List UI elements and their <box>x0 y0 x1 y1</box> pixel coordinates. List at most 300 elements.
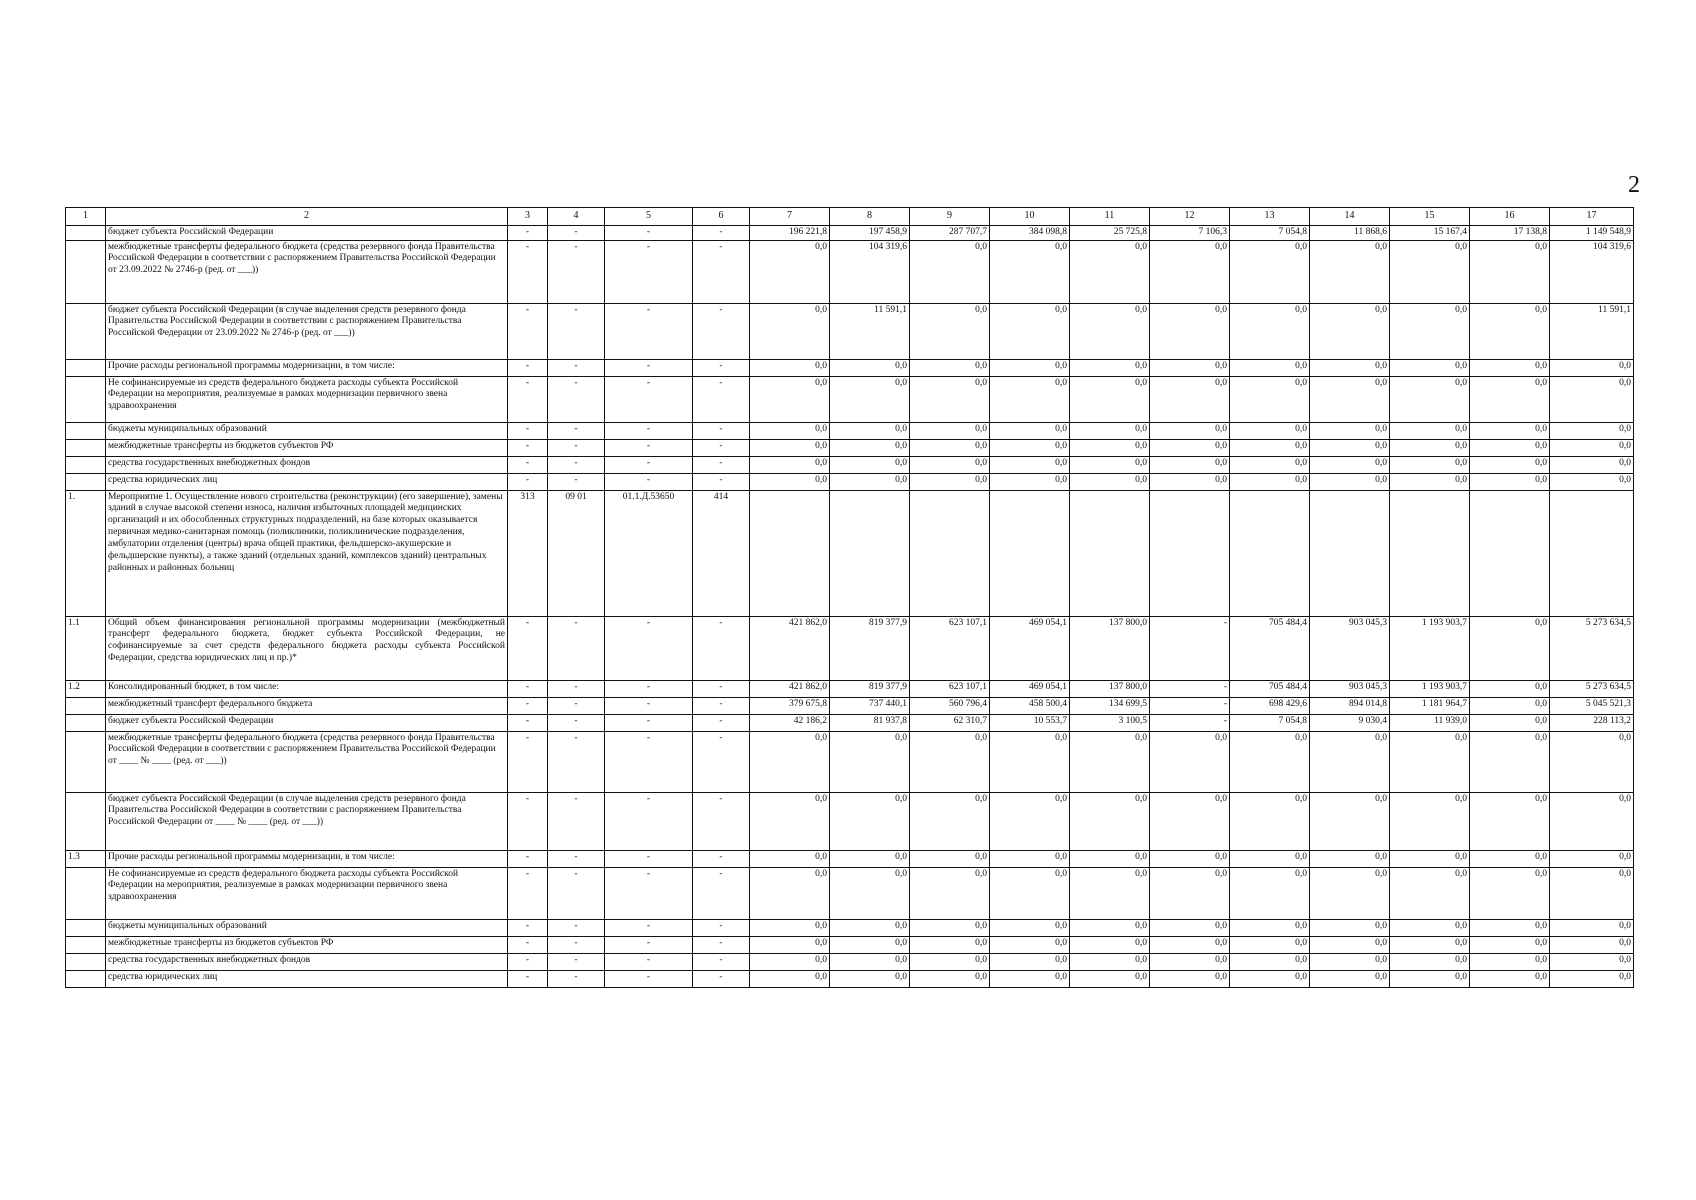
value-cell: 5 273 634,5 <box>1550 616 1634 680</box>
value-cell: 0,0 <box>1550 919 1634 936</box>
value-cell: 0,0 <box>990 240 1070 303</box>
value-cell: 903 045,3 <box>1310 616 1390 680</box>
value-cell: 0,0 <box>1310 731 1390 792</box>
value-cell <box>830 490 910 616</box>
table-row <box>66 359 1634 376</box>
value-cell: 0,0 <box>1310 376 1390 422</box>
code-cell: - <box>508 867 548 919</box>
value-cell: 0,0 <box>750 953 830 970</box>
value-cell: 560 796,4 <box>910 697 990 714</box>
value-cell: 1 193 903,7 <box>1390 616 1470 680</box>
code-cell: - <box>548 359 605 376</box>
value-cell: 3 100,5 <box>1070 714 1150 731</box>
value-cell <box>990 490 1070 616</box>
value-cell: 0,0 <box>750 792 830 850</box>
value-cell: 0,0 <box>830 936 910 953</box>
code-cell: - <box>693 850 750 867</box>
header-cell: 6 <box>693 208 750 226</box>
value-cell: 0,0 <box>1390 456 1470 473</box>
value-cell: 0,0 <box>1550 867 1634 919</box>
value-cell: 0,0 <box>990 919 1070 936</box>
code-cell: - <box>548 714 605 731</box>
code-cell: 313 <box>508 490 548 616</box>
value-cell: 0,0 <box>990 867 1070 919</box>
value-cell: 0,0 <box>750 731 830 792</box>
header-cell: 4 <box>548 208 605 226</box>
code-cell: - <box>548 697 605 714</box>
value-cell: 0,0 <box>1390 731 1470 792</box>
value-cell: 0,0 <box>1550 473 1634 490</box>
code-cell: 09 01 <box>548 490 605 616</box>
value-cell: 62 310,7 <box>910 714 990 731</box>
row-number <box>66 473 106 490</box>
code-cell: - <box>605 422 693 439</box>
row-description: межбюджетные трансферты федерального бюджета (средства резервного фонда Правительства Российской Федерации в соответствии с распоряжением Правительства Российской Федерации от ____ № ____ (ред. от ___)) <box>106 731 508 792</box>
value-cell: 0,0 <box>1390 970 1470 987</box>
value-cell: 0,0 <box>1310 439 1390 456</box>
value-cell <box>1390 490 1470 616</box>
value-cell: 81 937,8 <box>830 714 910 731</box>
code-cell: - <box>548 850 605 867</box>
header-cell: 3 <box>508 208 548 226</box>
value-cell: 903 045,3 <box>1310 680 1390 697</box>
value-cell: 0,0 <box>1310 970 1390 987</box>
code-cell: - <box>693 731 750 792</box>
code-cell: - <box>508 225 548 240</box>
value-cell: 1 149 548,9 <box>1550 225 1634 240</box>
value-cell: 0,0 <box>1150 456 1230 473</box>
code-cell: - <box>508 680 548 697</box>
value-cell: 0,0 <box>1470 867 1550 919</box>
value-cell: 0,0 <box>1230 953 1310 970</box>
table-row <box>66 867 1634 919</box>
header-cell: 16 <box>1470 208 1550 226</box>
code-cell: - <box>605 919 693 936</box>
row-number: 1.3 <box>66 850 106 867</box>
table-row <box>66 456 1634 473</box>
table-body <box>66 208 1634 988</box>
value-cell: 0,0 <box>1310 919 1390 936</box>
row-description: Не софинансируемые из средств федерального бюджета расходы субъекта Российской Федерации на мероприятия, реализуемые в рамках модернизации первичного звена здравоохранения <box>106 376 508 422</box>
value-cell: 0,0 <box>830 970 910 987</box>
value-cell: - <box>1150 616 1230 680</box>
value-cell: 0,0 <box>750 850 830 867</box>
value-cell: 705 484,4 <box>1230 680 1310 697</box>
code-cell: - <box>508 953 548 970</box>
value-cell: 0,0 <box>830 919 910 936</box>
value-cell: 0,0 <box>1230 850 1310 867</box>
value-cell: 0,0 <box>990 731 1070 792</box>
value-cell: 0,0 <box>1390 376 1470 422</box>
row-number <box>66 953 106 970</box>
value-cell: 0,0 <box>1310 456 1390 473</box>
table-row <box>66 919 1634 936</box>
value-cell: 0,0 <box>1550 731 1634 792</box>
value-cell: 0,0 <box>1230 919 1310 936</box>
code-cell: - <box>548 473 605 490</box>
value-cell: 0,0 <box>1550 359 1634 376</box>
code-cell: - <box>548 225 605 240</box>
value-cell: 0,0 <box>1230 867 1310 919</box>
value-cell: 0,0 <box>1470 714 1550 731</box>
row-number <box>66 919 106 936</box>
table-row <box>66 240 1634 303</box>
code-cell: - <box>693 376 750 422</box>
code-cell: - <box>548 919 605 936</box>
value-cell: 0,0 <box>1070 422 1150 439</box>
budget-table <box>65 207 1634 988</box>
value-cell <box>910 490 990 616</box>
code-cell: - <box>508 850 548 867</box>
value-cell: 0,0 <box>1390 919 1470 936</box>
value-cell: 0,0 <box>1150 303 1230 359</box>
value-cell: - <box>1150 714 1230 731</box>
value-cell: 0,0 <box>1150 792 1230 850</box>
value-cell: 0,0 <box>1150 867 1230 919</box>
header-cell: 14 <box>1310 208 1390 226</box>
row-description: средства юридических лиц <box>106 970 508 987</box>
value-cell: 228 113,2 <box>1550 714 1634 731</box>
row-description: бюджет субъекта Российской Федерации <box>106 225 508 240</box>
value-cell: 10 553,7 <box>990 714 1070 731</box>
value-cell: 0,0 <box>990 422 1070 439</box>
code-cell: - <box>508 731 548 792</box>
value-cell: 0,0 <box>1390 240 1470 303</box>
value-cell: 0,0 <box>750 473 830 490</box>
value-cell: 0,0 <box>1390 422 1470 439</box>
value-cell: 0,0 <box>1150 953 1230 970</box>
value-cell: 0,0 <box>1150 850 1230 867</box>
value-cell: 0,0 <box>1470 731 1550 792</box>
value-cell: 42 186,2 <box>750 714 830 731</box>
header-cell: 8 <box>830 208 910 226</box>
value-cell: 0,0 <box>1150 473 1230 490</box>
value-cell: 0,0 <box>1310 303 1390 359</box>
value-cell: 0,0 <box>910 792 990 850</box>
row-number <box>66 731 106 792</box>
value-cell: 0,0 <box>1550 422 1634 439</box>
code-cell: - <box>605 303 693 359</box>
code-cell: - <box>605 616 693 680</box>
value-cell: 7 106,3 <box>1150 225 1230 240</box>
value-cell: 0,0 <box>1310 422 1390 439</box>
value-cell: 9 030,4 <box>1310 714 1390 731</box>
value-cell <box>1230 490 1310 616</box>
code-cell: - <box>693 456 750 473</box>
code-cell: - <box>508 697 548 714</box>
value-cell: 469 054,1 <box>990 680 1070 697</box>
value-cell: 15 167,4 <box>1390 225 1470 240</box>
header-cell: 1 <box>66 208 106 226</box>
row-number <box>66 792 106 850</box>
value-cell: 104 319,6 <box>1550 240 1634 303</box>
code-cell: - <box>508 919 548 936</box>
row-description: Не софинансируемые из средств федерального бюджета расходы субъекта Российской Федерации на мероприятия, реализуемые в рамках модернизации первичного звена здравоохранения <box>106 867 508 919</box>
row-number <box>66 422 106 439</box>
code-cell: - <box>605 850 693 867</box>
code-cell: - <box>508 422 548 439</box>
value-cell: 0,0 <box>830 359 910 376</box>
header-cell: 11 <box>1070 208 1150 226</box>
value-cell <box>1150 490 1230 616</box>
value-cell: 0,0 <box>990 439 1070 456</box>
value-cell: 0,0 <box>990 456 1070 473</box>
value-cell: 0,0 <box>990 953 1070 970</box>
value-cell: 0,0 <box>830 439 910 456</box>
value-cell: 0,0 <box>1470 697 1550 714</box>
value-cell: 737 440,1 <box>830 697 910 714</box>
header-cell: 2 <box>106 208 508 226</box>
value-cell: 0,0 <box>1470 919 1550 936</box>
value-cell: 197 458,9 <box>830 225 910 240</box>
code-cell: - <box>605 970 693 987</box>
value-cell: 0,0 <box>1470 359 1550 376</box>
value-cell: 0,0 <box>1390 936 1470 953</box>
value-cell: 0,0 <box>1150 731 1230 792</box>
value-cell: 0,0 <box>1230 473 1310 490</box>
value-cell: 0,0 <box>1470 439 1550 456</box>
row-number <box>66 456 106 473</box>
value-cell: 0,0 <box>910 376 990 422</box>
value-cell: 0,0 <box>1150 936 1230 953</box>
table-row <box>66 490 1634 616</box>
value-cell: 0,0 <box>1070 850 1150 867</box>
row-description: средства государственных внебюджетных фондов <box>106 456 508 473</box>
value-cell: 0,0 <box>910 456 990 473</box>
value-cell: 0,0 <box>1310 867 1390 919</box>
code-cell: - <box>508 970 548 987</box>
value-cell <box>750 490 830 616</box>
value-cell: 137 800,0 <box>1070 680 1150 697</box>
table-row <box>66 953 1634 970</box>
value-cell: 11 939,0 <box>1390 714 1470 731</box>
row-number <box>66 303 106 359</box>
value-cell: 0,0 <box>750 303 830 359</box>
code-cell: - <box>548 456 605 473</box>
value-cell: 0,0 <box>1070 240 1150 303</box>
value-cell: 25 725,8 <box>1070 225 1150 240</box>
value-cell: 0,0 <box>990 359 1070 376</box>
value-cell: 0,0 <box>830 731 910 792</box>
value-cell: 0,0 <box>1230 456 1310 473</box>
row-number <box>66 867 106 919</box>
value-cell: 0,0 <box>1150 359 1230 376</box>
value-cell: 0,0 <box>1070 792 1150 850</box>
value-cell: 0,0 <box>1070 456 1150 473</box>
code-cell: - <box>605 731 693 792</box>
value-cell: 0,0 <box>1150 970 1230 987</box>
value-cell: 0,0 <box>1470 422 1550 439</box>
value-cell: 0,0 <box>990 376 1070 422</box>
code-cell: - <box>605 359 693 376</box>
row-number: 1. <box>66 490 106 616</box>
header-cell: 17 <box>1550 208 1634 226</box>
code-cell: - <box>548 731 605 792</box>
value-cell: 0,0 <box>750 867 830 919</box>
row-number <box>66 970 106 987</box>
value-cell: 7 054,8 <box>1230 714 1310 731</box>
code-cell: - <box>693 919 750 936</box>
row-number <box>66 936 106 953</box>
table-row <box>66 731 1634 792</box>
code-cell: - <box>693 422 750 439</box>
code-cell: - <box>548 792 605 850</box>
value-cell: 11 591,1 <box>1550 303 1634 359</box>
value-cell: 0,0 <box>1150 439 1230 456</box>
table-row <box>66 792 1634 850</box>
value-cell <box>1550 490 1634 616</box>
code-cell: - <box>605 953 693 970</box>
code-cell: - <box>605 792 693 850</box>
value-cell <box>1070 490 1150 616</box>
code-cell: - <box>605 439 693 456</box>
value-cell: 0,0 <box>1230 376 1310 422</box>
value-cell: 0,0 <box>910 936 990 953</box>
row-description: межбюджетные трансферты из бюджетов субъектов РФ <box>106 936 508 953</box>
value-cell: 0,0 <box>1470 456 1550 473</box>
code-cell: - <box>508 240 548 303</box>
value-cell: 0,0 <box>990 850 1070 867</box>
code-cell: - <box>548 970 605 987</box>
value-cell: 0,0 <box>1070 970 1150 987</box>
value-cell: 1 181 964,7 <box>1390 697 1470 714</box>
table-row <box>66 697 1634 714</box>
value-cell: 0,0 <box>1070 936 1150 953</box>
value-cell <box>1470 490 1550 616</box>
code-cell: - <box>605 867 693 919</box>
row-number: 1.1 <box>66 616 106 680</box>
value-cell: 0,0 <box>1070 473 1150 490</box>
value-cell: 0,0 <box>1550 792 1634 850</box>
value-cell: 0,0 <box>830 867 910 919</box>
code-cell: - <box>693 792 750 850</box>
code-cell: - <box>693 936 750 953</box>
value-cell: 0,0 <box>1390 953 1470 970</box>
header-cell: 13 <box>1230 208 1310 226</box>
value-cell: 287 707,7 <box>910 225 990 240</box>
code-cell: - <box>693 697 750 714</box>
value-cell: 0,0 <box>1150 422 1230 439</box>
value-cell: 0,0 <box>1310 792 1390 850</box>
row-description: Прочие расходы региональной программы модернизации, в том числе: <box>106 850 508 867</box>
value-cell: 0,0 <box>1070 867 1150 919</box>
row-number <box>66 439 106 456</box>
value-cell: 0,0 <box>1070 953 1150 970</box>
code-cell: - <box>605 714 693 731</box>
value-cell: 0,0 <box>1470 936 1550 953</box>
code-cell: - <box>693 303 750 359</box>
value-cell: 0,0 <box>1390 792 1470 850</box>
value-cell: 5 045 521,3 <box>1550 697 1634 714</box>
value-cell: 0,0 <box>1470 850 1550 867</box>
value-cell: 0,0 <box>830 792 910 850</box>
value-cell: 0,0 <box>1310 240 1390 303</box>
row-number <box>66 225 106 240</box>
table-row <box>66 936 1634 953</box>
code-cell: - <box>548 303 605 359</box>
value-cell: 0,0 <box>910 970 990 987</box>
value-cell: 0,0 <box>910 240 990 303</box>
code-cell: - <box>508 439 548 456</box>
value-cell: 819 377,9 <box>830 680 910 697</box>
row-description: бюджеты муниципальных образований <box>106 422 508 439</box>
value-cell: 0,0 <box>750 919 830 936</box>
code-cell: - <box>605 473 693 490</box>
code-cell: - <box>605 240 693 303</box>
value-cell: 0,0 <box>830 473 910 490</box>
value-cell: 0,0 <box>1550 850 1634 867</box>
value-cell: 0,0 <box>1070 919 1150 936</box>
code-cell: - <box>693 680 750 697</box>
row-description: межбюджетный трансферт федерального бюджета <box>106 697 508 714</box>
code-cell: - <box>693 953 750 970</box>
code-cell: 414 <box>693 490 750 616</box>
value-cell: 0,0 <box>750 456 830 473</box>
code-cell: - <box>693 359 750 376</box>
table-row <box>66 970 1634 987</box>
code-cell: - <box>548 422 605 439</box>
value-cell: 0,0 <box>990 936 1070 953</box>
value-cell: 0,0 <box>1390 303 1470 359</box>
code-cell: - <box>548 376 605 422</box>
value-cell: 0,0 <box>1070 376 1150 422</box>
value-cell: 0,0 <box>1470 616 1550 680</box>
value-cell: 0,0 <box>1550 376 1634 422</box>
code-cell: - <box>548 616 605 680</box>
code-cell: - <box>508 792 548 850</box>
code-cell: - <box>548 936 605 953</box>
value-cell: 0,0 <box>750 439 830 456</box>
header-cell: 10 <box>990 208 1070 226</box>
code-cell: - <box>693 714 750 731</box>
code-cell: - <box>693 439 750 456</box>
value-cell: 104 319,6 <box>830 240 910 303</box>
page-number: 2 <box>1628 172 1640 198</box>
row-description: бюджет субъекта Российской Федерации <box>106 714 508 731</box>
value-cell: 705 484,4 <box>1230 616 1310 680</box>
value-cell: 7 054,8 <box>1230 225 1310 240</box>
value-cell: 17 138,8 <box>1470 225 1550 240</box>
row-number: 1.2 <box>66 680 106 697</box>
code-cell: - <box>693 473 750 490</box>
value-cell: 0,0 <box>910 473 990 490</box>
value-cell: 0,0 <box>990 792 1070 850</box>
code-cell: - <box>548 240 605 303</box>
row-description: Прочие расходы региональной программы модернизации, в том числе: <box>106 359 508 376</box>
value-cell: 0,0 <box>830 850 910 867</box>
value-cell: 0,0 <box>1070 359 1150 376</box>
value-cell: 0,0 <box>1150 240 1230 303</box>
value-cell: 0,0 <box>910 850 990 867</box>
value-cell: 0,0 <box>1230 240 1310 303</box>
code-cell: - <box>508 303 548 359</box>
value-cell: 0,0 <box>910 731 990 792</box>
value-cell: 1 193 903,7 <box>1390 680 1470 697</box>
value-cell: 0,0 <box>1390 439 1470 456</box>
value-cell: 623 107,1 <box>910 616 990 680</box>
value-cell: 0,0 <box>1550 936 1634 953</box>
value-cell: 458 500,4 <box>990 697 1070 714</box>
value-cell: 0,0 <box>910 422 990 439</box>
value-cell: 0,0 <box>1070 731 1150 792</box>
value-cell: 0,0 <box>750 422 830 439</box>
value-cell: 134 699,5 <box>1070 697 1150 714</box>
value-cell: 379 675,8 <box>750 697 830 714</box>
table-row <box>66 422 1634 439</box>
value-cell: 0,0 <box>910 359 990 376</box>
value-cell: 0,0 <box>1390 850 1470 867</box>
value-cell <box>1310 490 1390 616</box>
